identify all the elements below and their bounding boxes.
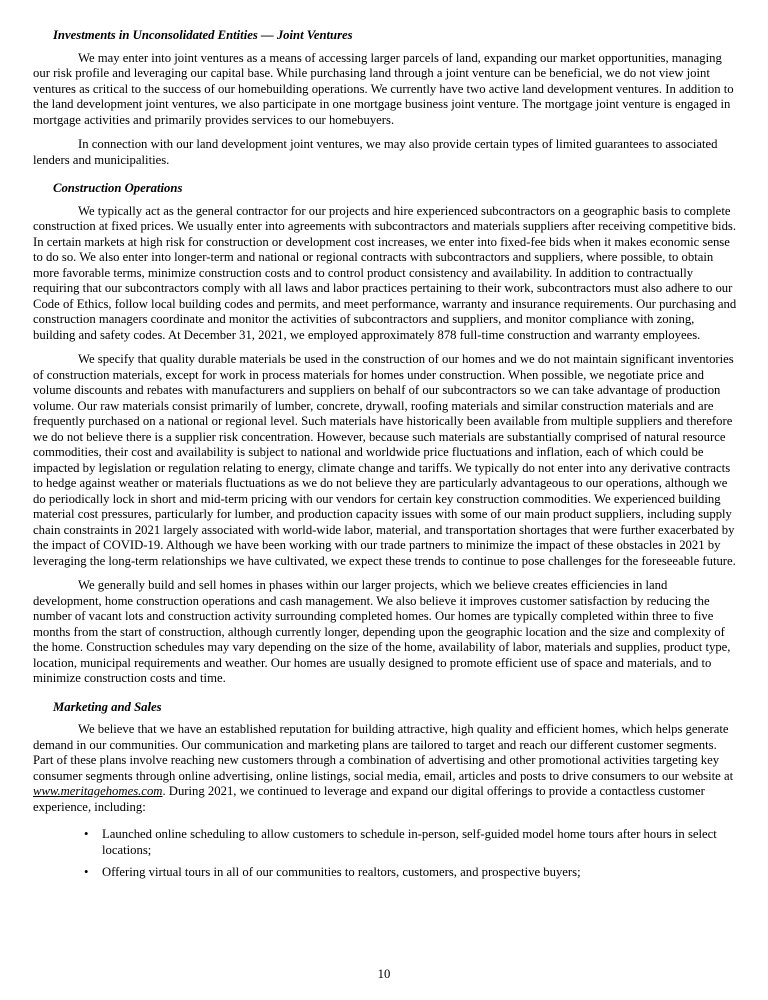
paragraph-construction-3: We generally build and sell homes in phases within our larger projects, which we believe creates efficiencies in land development, home construction operations and cash management. We also believe it improves customer satisfaction by reducing the number of vacant lots and construction activity surrounding completed homes. Our homes are typically completed within three to five months from the start of construction, although currently longer, depending upon the geographic location and the size and complexity of the home. Construction schedules may vary depending on the size of the home, availability of labor, materials and supplies, product type, location, municipal requirements and weather. Our homes are usually designed to promote efficient use of space and materials, and to minimize construction costs and time. [33, 578, 731, 685]
marketing-text-after-link: . During 2021, we continued to leverage and expand our digital offerings to provide a contactless customer experience, including: [33, 784, 705, 814]
bullet-marker: • [84, 827, 89, 841]
meritage-website-link[interactable]: www.meritagehomes.com [33, 784, 163, 798]
marketing-bullet-list [33, 827, 738, 881]
bullet-item-virtual-tours [33, 865, 738, 881]
bullet-text: Launched online scheduling to allow customers to schedule in-person, self-guided model home tours after hours in select locations; [102, 827, 717, 857]
heading-joint-ventures: Investments in Unconsolidated Entities — Joint Ventures [53, 28, 353, 42]
bullet-item-online-scheduling [33, 827, 738, 858]
paragraph-joint-ventures-2: In connection with our land development joint ventures, we may also provide certain types of limited guarantees to associated lenders and municipalities. [33, 137, 718, 167]
heading-marketing-and-sales: Marketing and Sales [53, 699, 162, 714]
heading-construction-operations: Construction Operations [53, 181, 183, 195]
paragraph-joint-ventures-1: We may enter into joint ventures as a means of accessing larger parcels of land, expanding our market opportunities, managing our risk profile and leveraging our capital base. While purchasing land through a joint venture can be beneficial, we do not view joint ventures as critical to the success of our homebuilding operations. We currently have two active land development ventures. In addition to the land development joint ventures, we also participate in one mortgage business joint venture. The mortgage joint venture is engaged in mortgage activities and primarily provides services to our homebuyers. [33, 50, 734, 127]
page-number: 10 [377, 966, 391, 981]
bullet-text: Offering virtual tours in all of our communities to realtors, customers, and prospective buyers; [102, 865, 581, 879]
paragraph-construction-1: We typically act as the general contractor for our projects and hire experienced subcontractors on a geographic basis to complete construction at fixed prices. We usually enter into agreements with subcontractors and materials suppliers after receiving competitive bids. In certain markets at high risk for construction or development cost increases, we enter into fixed-fee bids when it makes economic sense to do so. We also enter into longer-term and national or regional contracts with subcontractors and suppliers, where possible, to obtain more favorable terms, minimize construction costs and to control product consistency and availability. In addition to contractually requiring that our subcontractors comply with all laws and labor practices pertaining to their work, subcontractors must also adhere to our Code of Ethics, follow local building codes and permits, and meet performance, warranty and insurance requirements. Our purchasing and construction managers coordinate and monitor the activities of subcontractors and suppliers, and monitor compliance with zoning, building and safety codes. At December 31, 2021, we employed approximately 878 full-time construction and warranty employees. [33, 203, 737, 342]
bullet-marker: • [84, 865, 89, 879]
marketing-text-before-link: We believe that we have an established reputation for building attractive, high quality and efficient homes, which helps generate demand in our communities. Our communication and marketing plans are tailored to target and reach our different customer segments. Part of these plans involve reaching new customers through a combination of advertising and other promotional activities targeting key consumer segments through online advertising, online listings, social media, email, articles and posts to drive consumers to our website at [33, 722, 734, 783]
paragraph-construction-2: We specify that quality durable materials be used in the construction of our homes and we do not maintain significant inventories of construction materials, except for work in process materials for homes under construction. When possible, we negotiate price and volume discounts and rebates with manufacturers and suppliers on behalf of our subcontractors so we can take advantage of production volume. Our raw materials consist primarily of lumber, concrete, drywall, roofing materials and similar construction materials and are frequently purchased on a national or regional level. Such materials have historically been available from multiple suppliers and therefore we do not believe there is a supplier risk concentration. However, because such materials are substantially comprised of natural resource commodities, their cost and availability is subject to national and worldwide price fluctuations and inflation, each of which could be impacted by legislation or regulation relating to energy, climate change and tariffs. We typically do not enter into any derivative contracts to hedge against weather or materials fluctuations as we do not believe they are particularly advantageous to our operations, although we do periodically lock in short and mid-term pricing with our vendors for certain key construction commodities. We experienced building material cost pressures, particularly for lumber, and production capacity issues with some of our main product suppliers, including supply chain constraints in 2021 largely associated with world-wide labor, material, and transportation shortages that were further exacerbated by the impact of COVID-19. Although we have been working with our trade partners to minimize the impact of these obstacles in 2021 by leveraging the long-term relationships we have cultivated, we expect these trends to continue to pose challenges for the foreseeable future. [33, 352, 736, 568]
paragraph-marketing-1 [33, 722, 738, 815]
